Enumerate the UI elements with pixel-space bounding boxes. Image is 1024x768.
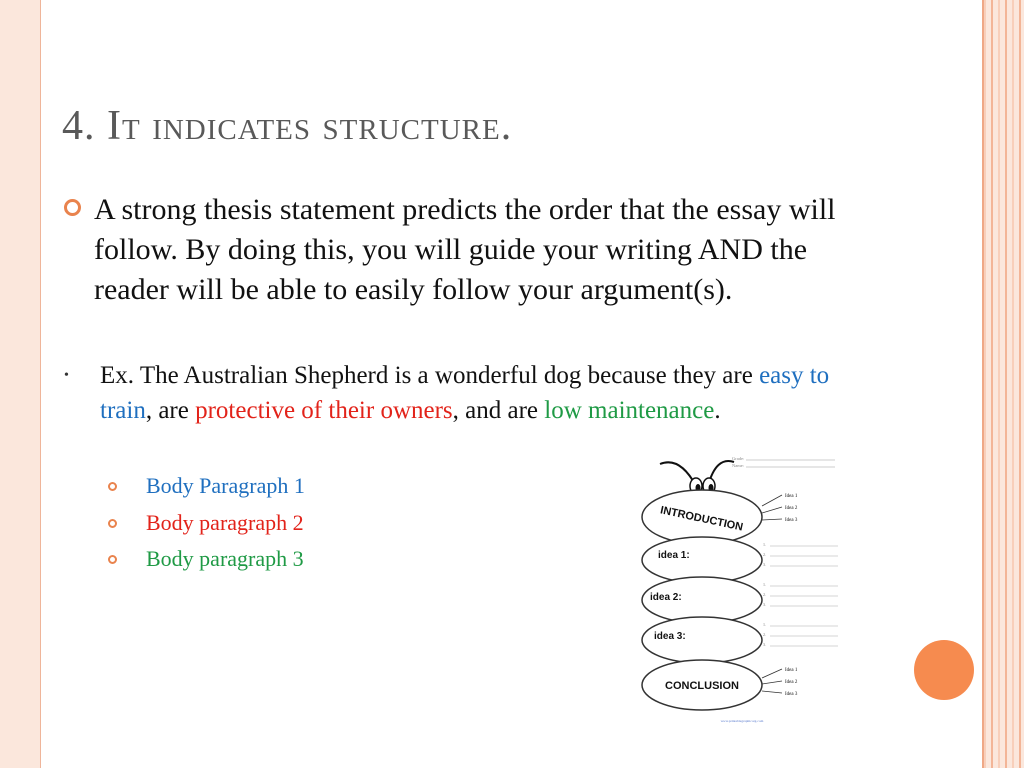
diagram-header-grade: Grade: xyxy=(732,456,745,461)
example-suffix: . xyxy=(714,397,721,424)
intro-idea-3: Idea 3 xyxy=(785,518,798,523)
body-paragraph-2-label: Body paragraph 2 xyxy=(146,509,304,535)
idea-1-label: idea 1: xyxy=(658,550,690,561)
idea-2-line-number: 1. xyxy=(763,582,766,587)
decorative-orange-circle xyxy=(914,640,974,700)
main-bullet xyxy=(64,190,884,310)
intro-idea-2: Idea 2 xyxy=(785,506,798,511)
example-text xyxy=(100,358,844,428)
conclusion-idea-1: Idea 1 xyxy=(785,668,798,673)
idea-2-line-number: 3. xyxy=(763,602,766,607)
slide-title: 4. It indicates structure. xyxy=(62,103,513,149)
intro-idea-1: Idea 1 xyxy=(785,494,798,499)
example-prefix: Ex. The Australian Shepherd is a wonderful dog because they are xyxy=(100,362,760,389)
conclusion-idea-3: Idea 3 xyxy=(785,692,798,697)
body-paragraph-list xyxy=(108,470,305,580)
right-frame-decoration xyxy=(984,0,1024,768)
ring-bullet-icon xyxy=(108,519,117,528)
list-item xyxy=(108,470,305,507)
left-frame-border xyxy=(40,0,41,768)
example-separator-1: , are xyxy=(145,397,196,424)
ring-bullet-icon xyxy=(108,482,117,491)
ring-bullet-icon xyxy=(64,199,81,216)
example-reason-2: protective of their owners xyxy=(195,397,453,424)
list-item xyxy=(108,543,305,580)
left-frame-decoration xyxy=(0,0,40,768)
dot-bullet-icon: • xyxy=(64,368,69,383)
body-paragraph-1-label: Body Paragraph 1 xyxy=(146,473,305,498)
body-paragraph-3-label: Body paragraph 3 xyxy=(146,546,304,571)
main-bullet-text: A strong thesis statement predicts the order that the essay will follow. By doing this, you will guide your writing AND the reader will be able to easily follow your argument(s). xyxy=(94,193,836,306)
idea-1-line-number: 3. xyxy=(763,562,766,567)
idea-1-line-number: 2. xyxy=(763,552,766,557)
idea-3-line-number: 1. xyxy=(763,622,766,627)
example-bullet xyxy=(64,358,844,428)
example-reason-1: easy to train xyxy=(100,362,830,424)
example-reason-3: low maintenance xyxy=(544,397,715,424)
ring-bullet-icon xyxy=(108,555,117,564)
idea-2-line-number: 2. xyxy=(763,592,766,597)
idea-3-line-number: 2. xyxy=(763,632,766,637)
intro-label: INTRODUCTION xyxy=(659,504,745,534)
conclusion-label: CONCLUSION xyxy=(665,680,739,692)
essay-caterpillar-diagram xyxy=(630,450,845,730)
idea-2-label: idea 2: xyxy=(650,592,682,603)
idea-3-line-number: 3. xyxy=(763,642,766,647)
conclusion-idea-2: Idea 2 xyxy=(785,680,798,685)
list-item xyxy=(108,507,305,544)
idea-1-line-number: 1. xyxy=(763,542,766,547)
diagram-header-name: Name: xyxy=(732,463,744,468)
right-frame-border xyxy=(982,0,984,768)
diagram-footer-link: www.printablegraphicorg.com xyxy=(720,719,764,723)
idea-3-label: idea 3: xyxy=(654,631,686,642)
example-separator-2: , and are xyxy=(452,397,545,424)
